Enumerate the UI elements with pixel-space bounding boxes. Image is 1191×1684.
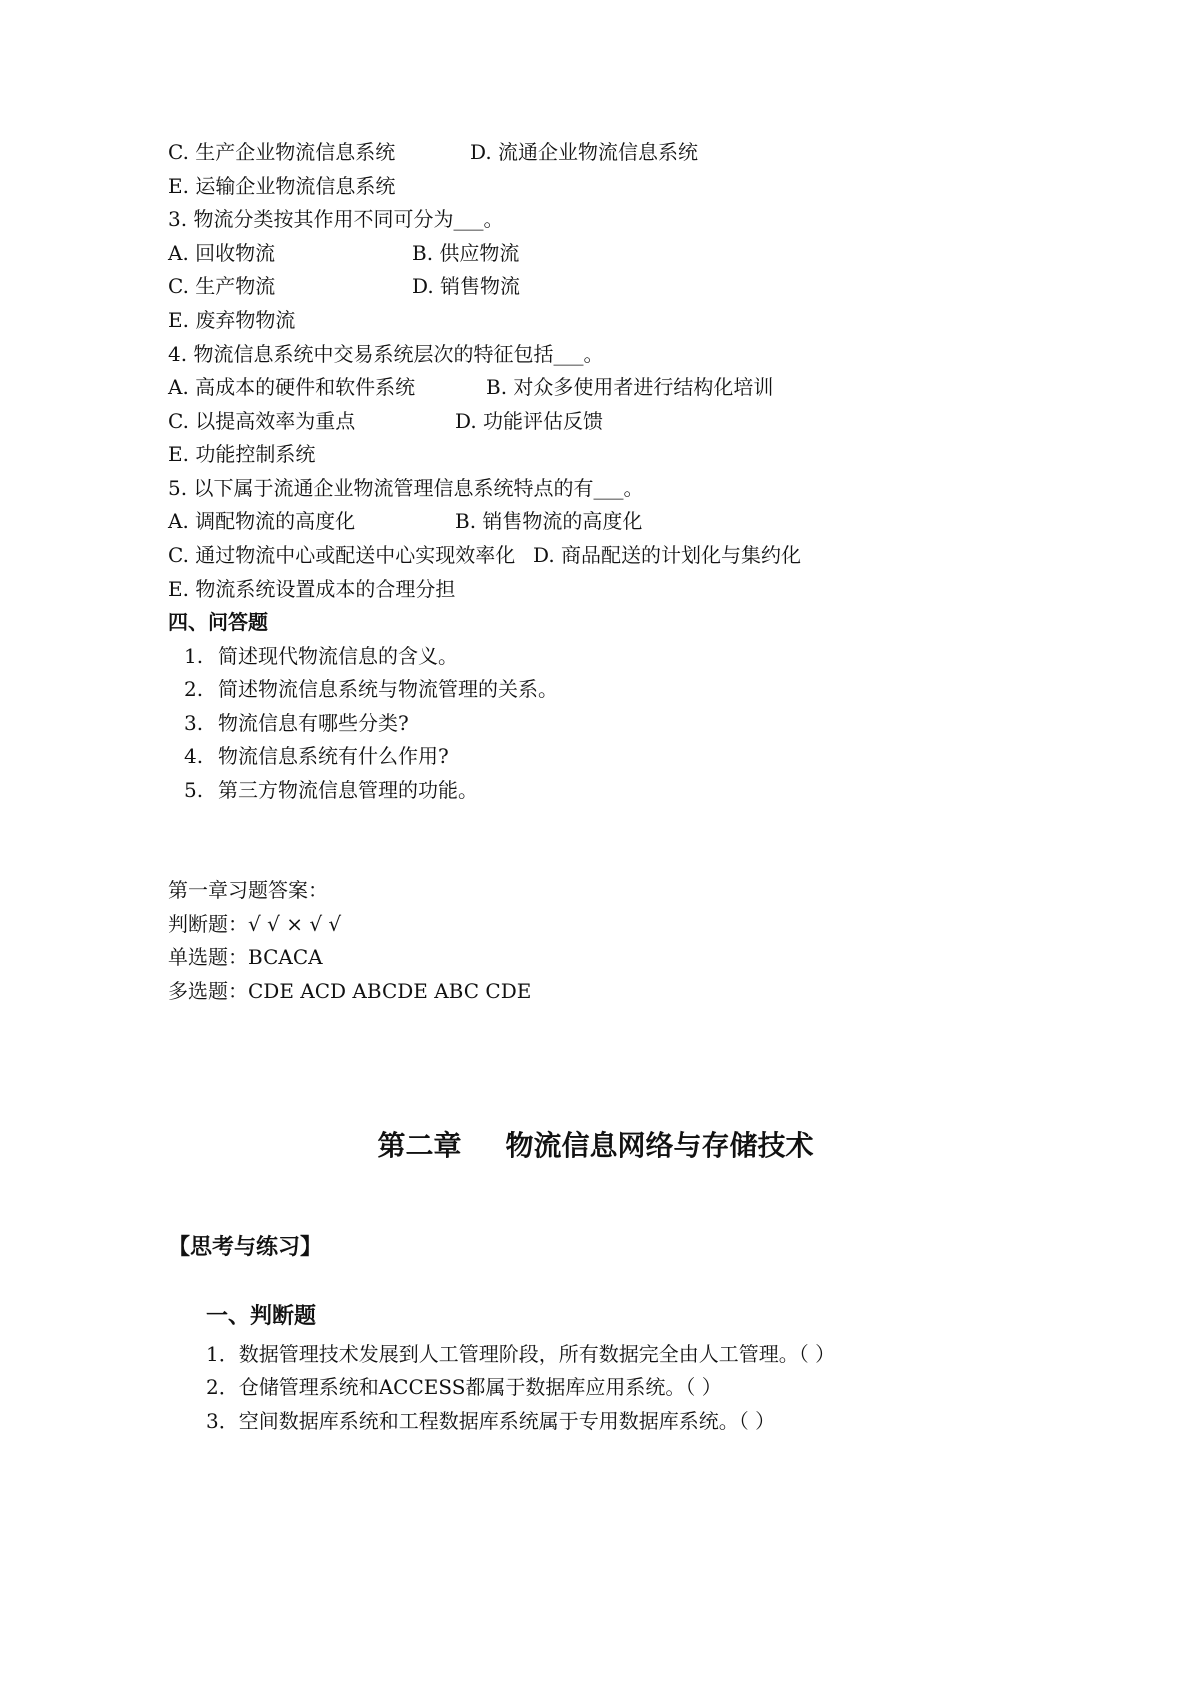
qa-item-text: 简述物流信息系统与物流管理的关系。: [218, 677, 558, 701]
q2-option-d: D. 流通企业物流信息系统: [470, 140, 699, 164]
answers-single: 单选题：BCACA: [168, 945, 323, 969]
q5-option-d: D. 商品配送的计划化与集约化: [533, 543, 802, 567]
answers-multi: 多选题：CDE ACD ABCDE ABC CDE: [168, 979, 532, 1003]
judge-item: 2．仓储管理系统和ACCESS都属于数据库应用系统。（ ）: [206, 1375, 722, 1399]
q2-option-c: C. 生产企业物流信息系统: [168, 140, 396, 164]
qa-heading: 四、问答题: [168, 610, 268, 634]
q5-option-c: C. 通过物流中心或配送中心实现效率化: [168, 543, 516, 567]
qa-item-text: 物流信息系统有什么作用?: [218, 744, 449, 768]
q4-option-c: C. 以提高效率为重点: [168, 409, 356, 433]
answers-judge: 判断题：√ √ × √ √: [168, 912, 342, 936]
qa-item-text: 简述现代物流信息的含义。: [218, 644, 458, 668]
q4-option-d: D. 功能评估反馈: [455, 409, 604, 433]
q3-option-e: E. 废弃物物流: [168, 308, 296, 332]
chapter-number: 第二章: [377, 1129, 462, 1162]
chapter-title: 物流信息网络与存储技术: [505, 1129, 814, 1162]
q3-option-c: C. 生产物流: [168, 274, 276, 298]
qa-item-text: 第三方物流信息管理的功能。: [218, 778, 478, 802]
q5-stem: 5. 以下属于流通企业物流管理信息系统特点的有___。: [168, 476, 644, 500]
q4-stem: 4. 物流信息系统中交易系统层次的特征包括___。: [168, 342, 604, 366]
q3-option-d: D. 销售物流: [412, 274, 521, 298]
answers-title: 第一章习题答案：: [168, 878, 328, 902]
chapter-heading: [0, 1128, 1191, 1164]
q2-option-e: E. 运输企业物流信息系统: [168, 174, 396, 198]
qa-item-number: 4.: [184, 744, 204, 768]
q3-stem: 3. 物流分类按其作用不同可分为___。: [168, 207, 504, 231]
q5-option-a: A. 调配物流的高度化: [168, 509, 356, 533]
judge-heading: 一、判断题: [206, 1303, 317, 1329]
q4-option-b: B. 对众多使用者进行结构化培训: [486, 375, 774, 399]
q4-option-a: A. 高成本的硬件和软件系统: [168, 375, 416, 399]
judge-item: 3．空间数据库系统和工程数据库系统属于专用数据库系统。（ ）: [206, 1409, 776, 1433]
q3-option-a: A. 回收物流: [168, 241, 276, 265]
q3-option-b: B. 供应物流: [412, 241, 520, 265]
practice-heading: 【思考与练习】: [168, 1234, 323, 1260]
judge-item: 1．数据管理技术发展到人工管理阶段，所有数据完全由人工管理。（ ）: [206, 1342, 836, 1366]
qa-item-number: 5.: [184, 778, 204, 802]
qa-item-text: 物流信息有哪些分类?: [218, 711, 409, 735]
qa-item-number: 3.: [184, 711, 204, 735]
qa-item-number: 2.: [184, 677, 204, 701]
q5-option-b: B. 销售物流的高度化: [455, 509, 643, 533]
q5-option-e: E. 物流系统设置成本的合理分担: [168, 577, 456, 601]
qa-item-number: 1.: [184, 644, 204, 668]
q4-option-e: E. 功能控制系统: [168, 442, 316, 466]
